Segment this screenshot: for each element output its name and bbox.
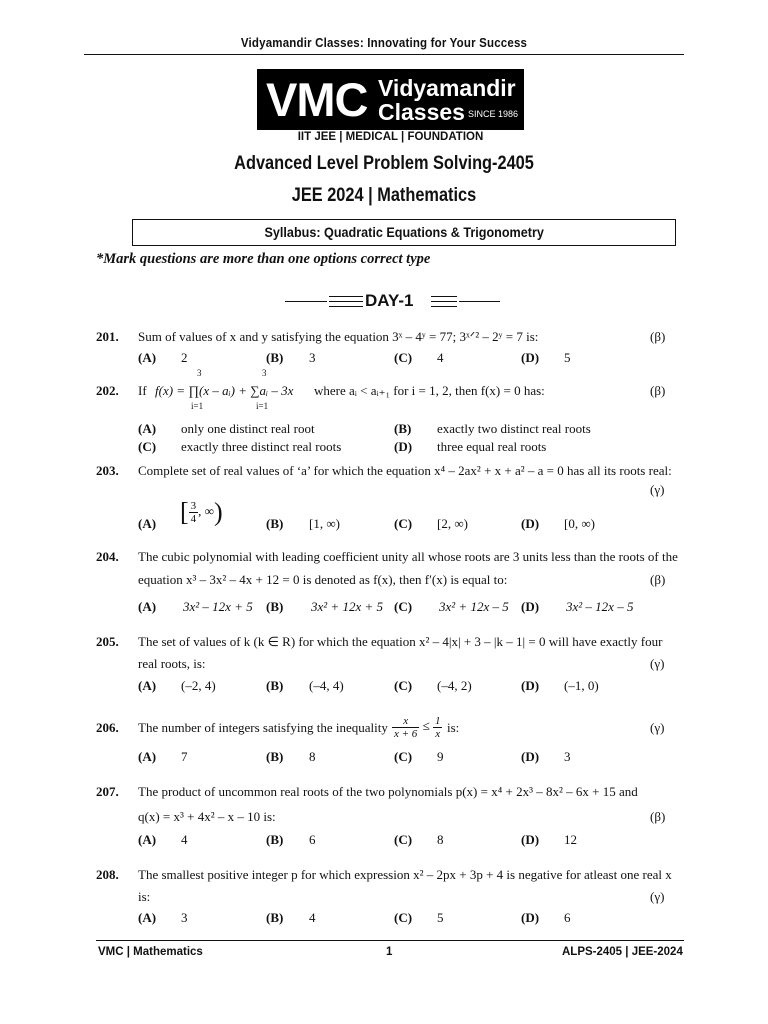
- question-number: 202.: [96, 383, 119, 398]
- footer-rule: [96, 940, 684, 941]
- option-c: (–4, 2): [437, 678, 472, 693]
- option-b: 6: [309, 832, 316, 847]
- option-b: [1, ∞): [309, 516, 340, 531]
- lhs-numerator: x: [392, 715, 419, 728]
- option-a: 2: [181, 350, 188, 365]
- option-c: 3x² + 12x – 5: [439, 599, 509, 614]
- difficulty-level: (β): [650, 383, 666, 398]
- logo-name-1: Vidyamandir: [378, 75, 516, 101]
- question-text-line2: real roots, is:: [138, 656, 206, 671]
- option-c: 5: [437, 910, 444, 925]
- option-a-tail: , ∞: [198, 503, 214, 519]
- question-text: Complete set of real values of ‘a’ for which the equation x⁴ – 2ax² + x + a² – a = 0 has all its roots real:: [138, 463, 672, 478]
- option-label-c: (C): [394, 910, 413, 925]
- le-sign: ≤: [422, 718, 430, 733]
- question-text-line1: The smallest positive integer p for which expression x² – 2px + 3p + 4 is negative for atleast one real x: [138, 867, 672, 882]
- question-text-pre: If: [138, 383, 147, 398]
- option-label-b: (B): [266, 350, 284, 365]
- option-label-b: (B): [266, 516, 284, 531]
- sum-upper-limit: 3: [262, 368, 267, 378]
- option-d: 5: [564, 350, 571, 365]
- question-number: 203.: [96, 463, 119, 478]
- question-number: 207.: [96, 784, 119, 799]
- question-text-post: is:: [447, 720, 460, 735]
- question-text-line1: The product of uncommon real roots of the two polynomials p(x) = x⁴ + 2x³ – 8x² – 6x + 15 and: [138, 784, 638, 799]
- syllabus-text: Syllabus: Quadratic Equations & Trigonometry: [264, 224, 544, 240]
- option-d: [0, ∞): [564, 516, 595, 531]
- option-c: 8: [437, 832, 444, 847]
- syllabus-box: [132, 219, 676, 246]
- difficulty-level: (β): [650, 572, 666, 587]
- sum-lower-limit: i=1: [256, 401, 269, 411]
- option-a: 3: [181, 910, 188, 925]
- inequality: [392, 708, 442, 744]
- option-label-a: (A): [138, 421, 157, 436]
- option-b: 8: [309, 749, 316, 764]
- option-a-numerator: 3: [190, 500, 197, 512]
- option-label-b: (B): [266, 832, 284, 847]
- question-number: 206.: [96, 720, 119, 735]
- option-c: [2, ∞): [437, 516, 468, 531]
- rhs-denominator: x: [435, 727, 441, 740]
- option-d: 3: [564, 749, 571, 764]
- product-lower-limit: i=1: [191, 401, 204, 411]
- option-label-d: (D): [521, 749, 540, 764]
- logo-since: SINCE 1986: [468, 109, 519, 119]
- option-label-b: (B): [266, 599, 284, 614]
- option-c: 9: [437, 749, 444, 764]
- option-label-c: (C): [394, 832, 413, 847]
- option-c: 4: [437, 350, 444, 365]
- option-label-b: (B): [266, 678, 284, 693]
- option-label-a: (A): [138, 749, 157, 764]
- footer-left: VMC | Mathematics: [98, 946, 203, 958]
- option-c: exactly three distinct real roots: [181, 439, 342, 454]
- document-subtitle: JEE 2024 | Mathematics: [291, 185, 477, 206]
- difficulty-level: (γ): [650, 889, 665, 904]
- option-label-a: (A): [138, 516, 157, 531]
- option-label-c: (C): [394, 749, 413, 764]
- option-label-b: (B): [394, 421, 412, 436]
- question-number: 201.: [96, 329, 119, 344]
- option-label-a: (A): [138, 678, 157, 693]
- day-heading: [285, 291, 500, 315]
- option-label-c: (C): [394, 678, 413, 693]
- option-d: 6: [564, 910, 571, 925]
- question-number: 204.: [96, 549, 119, 564]
- logo-name-2: Classes: [378, 99, 465, 125]
- option-b: exactly two distinct real roots: [437, 421, 591, 436]
- difficulty-level: (β): [650, 329, 666, 344]
- option-b: (–4, 4): [309, 678, 344, 693]
- product-upper-limit: 3: [197, 368, 202, 378]
- option-label-b: (B): [266, 749, 284, 764]
- option-a: only one distinct real root: [181, 421, 315, 436]
- option-label-d: (D): [521, 678, 540, 693]
- option-label-c: (C): [394, 599, 413, 614]
- option-d: 12: [564, 832, 577, 847]
- option-label-d: (D): [521, 599, 540, 614]
- difficulty-level: (γ): [650, 720, 665, 735]
- document-title: Advanced Level Problem Solving-2405: [234, 153, 534, 174]
- option-a: 3x² – 12x + 5: [183, 599, 253, 614]
- logo-tagline: IIT JEE | MEDICAL | FOUNDATION: [297, 131, 484, 143]
- header-rule: [84, 54, 684, 55]
- option-a: 4: [181, 832, 188, 847]
- option-label-d: (D): [394, 439, 413, 454]
- option-a: 7: [181, 749, 188, 764]
- option-label-a: (A): [138, 832, 157, 847]
- page-header: Vidyamandir Classes: Innovating for Your Success: [240, 36, 528, 50]
- difficulty-level: (γ): [650, 482, 665, 497]
- option-label-d: (D): [521, 350, 540, 365]
- option-b: 3: [309, 350, 316, 365]
- option-label-c: (C): [138, 439, 157, 454]
- option-a: (–2, 4): [181, 678, 216, 693]
- option-label-b: (B): [266, 910, 284, 925]
- option-b: 4: [309, 910, 316, 925]
- question-text-line1: The cubic polynomial with leading coefficient unity all whose roots are 3 units less than the roots of the: [138, 549, 678, 564]
- difficulty-level: (β): [650, 809, 666, 824]
- footer-right: ALPS-2405 | JEE-2024: [562, 946, 683, 958]
- question-expression: f(x) = ∏(x – aᵢ) + ∑aᵢ – 3x: [155, 383, 294, 398]
- rhs-numerator: 1: [434, 714, 441, 727]
- option-d: three equal real roots: [437, 439, 547, 454]
- difficulty-level: (γ): [650, 656, 665, 671]
- note-text: *Mark questions are more than one options correct type: [96, 251, 431, 267]
- option-d: (–1, 0): [564, 678, 599, 693]
- question-text: Sum of values of x and y satisfying the equation 3ˣ – 4ʸ = 77; 3ˣᐟ² – 2ʸ = 7 is:: [138, 329, 539, 344]
- option-label-a: (A): [138, 350, 157, 365]
- question-number: 208.: [96, 867, 119, 882]
- option-b: 3x² + 12x + 5: [311, 599, 383, 614]
- option-a: [ $\frac{3}{4}$ , ∞): [180, 497, 223, 527]
- option-d: 3x² – 12x – 5: [566, 599, 634, 614]
- question-text-line2: q(x) = x³ + 4x² – x – 10 is:: [138, 809, 276, 824]
- vmc-logo: [257, 69, 524, 130]
- option-label-d: (D): [521, 832, 540, 847]
- option-label-c: (C): [394, 350, 413, 365]
- question-number: 205.: [96, 634, 119, 649]
- option-label-d: (D): [521, 516, 540, 531]
- option-a-denominator: 4: [190, 513, 197, 525]
- logo-vmc: VMC: [266, 73, 368, 126]
- question-text-line2: is:: [138, 889, 151, 904]
- page-number: 1: [386, 946, 393, 958]
- option-label-a: (A): [138, 599, 157, 614]
- lhs-denominator: x + 6: [394, 727, 418, 740]
- question-text-line2: equation x³ – 3x² – 4x + 12 = 0 is denoted as f(x), then f′(x) is equal to:: [138, 572, 508, 587]
- day-label: DAY-1: [365, 291, 414, 310]
- option-label-c: (C): [394, 516, 413, 531]
- question-text-line1: The set of values of k (k ∈ R) for which the equation x² – 4|x| + 3 – |k – 1| = 0 will have exactly four: [138, 634, 663, 649]
- option-label-d: (D): [521, 910, 540, 925]
- question-text-post: where aᵢ < aᵢ₊₁ for i = 1, 2, then f(x) = 0 has:: [314, 383, 545, 398]
- option-label-a: (A): [138, 910, 157, 925]
- question-text-pre: The number of integers satisfying the inequality: [138, 720, 388, 735]
